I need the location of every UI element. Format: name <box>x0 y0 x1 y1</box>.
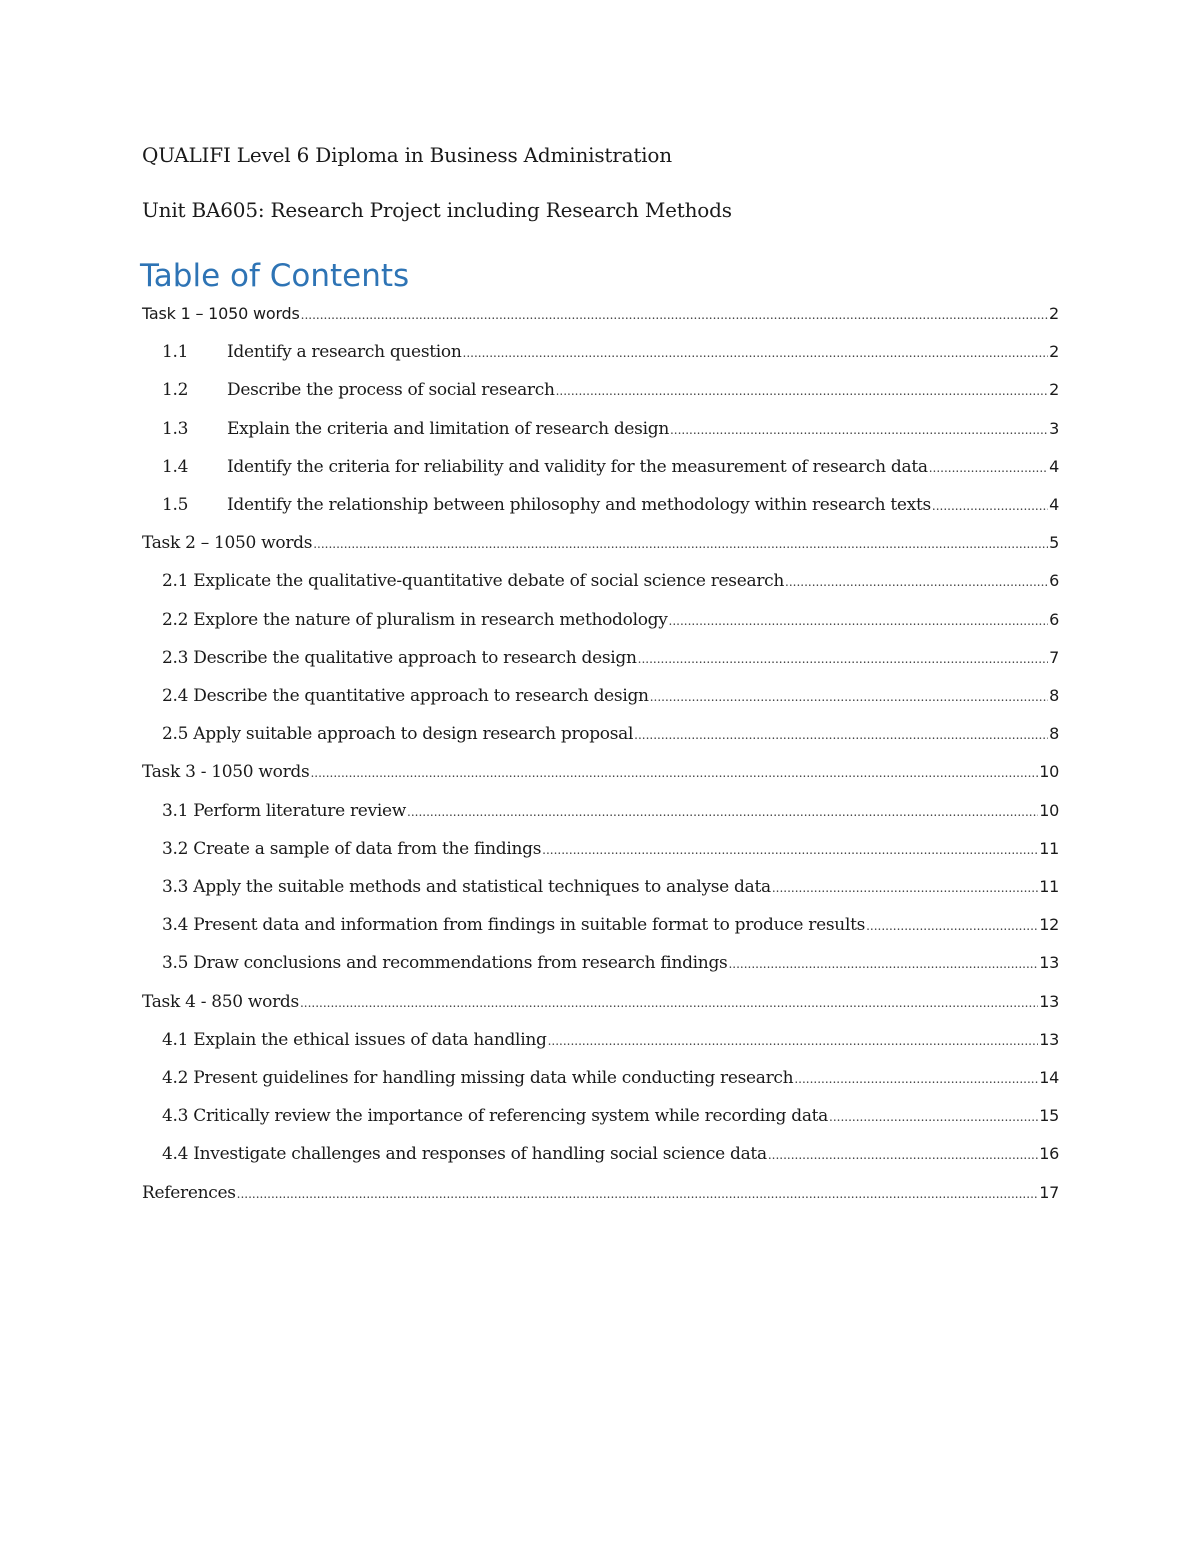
toc-page-number: 10 <box>1039 762 1059 781</box>
toc-page-number: 17 <box>1039 1183 1059 1202</box>
toc-page-number: 10 <box>1039 801 1059 820</box>
toc-dot-leader <box>556 380 1049 400</box>
toc-dot-leader <box>785 571 1048 591</box>
toc-entry[interactable] <box>162 342 1059 366</box>
toc-page-number: 14 <box>1039 1068 1059 1087</box>
toc-entry[interactable] <box>162 610 1059 634</box>
unit-title: Unit BA605: Research Project including Research Methods <box>142 198 732 222</box>
toc-page-number: 11 <box>1039 839 1059 858</box>
toc-dot-leader <box>310 762 1038 782</box>
toc-page-number: 4 <box>1049 495 1059 514</box>
toc-page-number: 13 <box>1039 953 1059 972</box>
toc-dot-leader <box>772 877 1038 897</box>
toc-entry-title: Task 1 – 1050 words <box>142 304 300 323</box>
toc-entry[interactable] <box>162 915 1059 939</box>
toc-entry-title: 2.1 Explicate the qualitative-quantitative debate of social science research <box>162 571 785 591</box>
toc-dot-leader <box>407 801 1038 821</box>
toc-entry-title: 2.4 Describe the quantitative approach to research design <box>162 686 649 706</box>
toc-entry[interactable] <box>162 801 1059 825</box>
toc-page-number: 6 <box>1049 610 1059 629</box>
toc-entry-title: Explain the criteria and limitation of research design <box>227 419 669 439</box>
toc-entry[interactable] <box>162 648 1059 672</box>
toc-dot-leader <box>829 1106 1038 1126</box>
toc-dot-leader <box>929 457 1048 477</box>
toc-dot-leader <box>670 419 1048 439</box>
toc-entry-title: 3.1 Perform literature review <box>162 801 407 821</box>
toc-page-number: 2 <box>1049 380 1059 399</box>
toc-dot-leader <box>634 724 1048 744</box>
toc-entry-title: 3.4 Present data and information from findings in suitable format to produce results <box>162 915 866 935</box>
toc-dot-leader <box>794 1068 1038 1088</box>
toc-page-number: 2 <box>1049 342 1059 361</box>
toc-entry-title: 4.3 Critically review the importance of referencing system while recording data <box>162 1106 829 1126</box>
toc-entry-title: 2.2 Explore the nature of pluralism in research methodology <box>162 610 668 630</box>
toc-entry[interactable] <box>162 877 1059 901</box>
toc-entry-number: 1.3 <box>162 419 189 439</box>
toc-heading: Table of Contents <box>140 258 410 294</box>
toc-entry[interactable] <box>162 457 1059 481</box>
toc-entry[interactable] <box>162 1068 1059 1092</box>
toc-entry[interactable] <box>142 304 1059 328</box>
toc-entry-title: Task 3 - 1050 words <box>142 762 310 782</box>
toc-entry[interactable] <box>162 380 1059 404</box>
toc-page-number: 2 <box>1049 304 1059 323</box>
toc-entry-title: 4.4 Investigate challenges and responses of handling social science data <box>162 1144 767 1164</box>
toc-page-number: 13 <box>1039 992 1059 1011</box>
toc-entry-title: 4.2 Present guidelines for handling missing data while conducting research <box>162 1068 794 1088</box>
toc-dot-leader <box>313 533 1048 553</box>
toc-entry-title: Identify the relationship between philosophy and methodology within research texts <box>227 495 931 515</box>
toc-dot-leader <box>300 992 1038 1012</box>
toc-entry-title: Task 2 – 1050 words <box>142 533 313 553</box>
toc-entry-title: 3.2 Create a sample of data from the findings <box>162 839 542 859</box>
toc-entry-number: 1.5 <box>162 495 189 515</box>
toc-entry[interactable] <box>142 1183 1059 1207</box>
toc-dot-leader <box>463 342 1049 362</box>
toc-page-number: 16 <box>1039 1144 1059 1163</box>
toc-dot-leader <box>768 1144 1038 1164</box>
toc-entry[interactable] <box>162 724 1059 748</box>
toc-dot-leader <box>728 953 1038 973</box>
toc-page-number: 5 <box>1049 533 1059 552</box>
toc-entry-title: Identify the criteria for reliability and validity for the measurement of research data <box>227 457 928 477</box>
toc-entry-title: 3.5 Draw conclusions and recommendations from research findings <box>162 953 728 973</box>
toc-page-number: 6 <box>1049 571 1059 590</box>
toc-entry-title: Identify a research question <box>227 342 462 362</box>
toc-entry-number: 1.2 <box>162 380 189 400</box>
toc-dot-leader <box>638 648 1048 668</box>
toc-page-number: 15 <box>1039 1106 1059 1125</box>
toc-entry[interactable] <box>142 533 1059 557</box>
toc-entry-title: 2.5 Apply suitable approach to design research proposal <box>162 724 634 744</box>
toc-page-number: 3 <box>1049 419 1059 438</box>
toc-entry[interactable] <box>142 992 1059 1016</box>
toc-entry-title: 4.1 Explain the ethical issues of data handling <box>162 1030 547 1050</box>
toc-entry[interactable] <box>162 571 1059 595</box>
toc-dot-leader <box>237 1183 1039 1203</box>
toc-page-number: 4 <box>1049 457 1059 476</box>
toc-entry[interactable] <box>162 495 1059 519</box>
toc-entry[interactable] <box>162 419 1059 443</box>
toc-entry-number: 1.1 <box>162 342 189 362</box>
toc-entry-title: Task 4 - 850 words <box>142 992 299 1012</box>
toc-dot-leader <box>542 839 1038 859</box>
toc-dot-leader <box>669 610 1049 630</box>
qualification-title: QUALIFI Level 6 Diploma in Business Administration <box>142 143 672 167</box>
toc-dot-leader <box>548 1030 1039 1050</box>
toc-entry-number: 1.4 <box>162 457 189 477</box>
toc-dot-leader <box>650 686 1048 706</box>
toc-entry[interactable] <box>142 762 1059 786</box>
toc-entry-title: 3.3 Apply the suitable methods and statistical techniques to analyse data <box>162 877 771 897</box>
toc-entry[interactable] <box>162 1106 1059 1130</box>
toc-dot-leader <box>301 304 1048 323</box>
toc-entry[interactable] <box>162 1030 1059 1054</box>
toc-entry-title: References <box>142 1183 236 1203</box>
toc-dot-leader <box>932 495 1048 515</box>
toc-entry[interactable] <box>162 953 1059 977</box>
toc-page-number: 8 <box>1049 724 1059 743</box>
toc-page-number: 7 <box>1049 648 1059 667</box>
toc-dot-leader <box>866 915 1038 935</box>
toc-page-number: 13 <box>1039 1030 1059 1049</box>
toc-page-number: 12 <box>1039 915 1059 934</box>
toc-entry[interactable] <box>162 839 1059 863</box>
toc-entry[interactable] <box>162 686 1059 710</box>
toc-entry[interactable] <box>162 1144 1059 1168</box>
toc-entry-title: 2.3 Describe the qualitative approach to research design <box>162 648 637 668</box>
toc-entry-title: Describe the process of social research <box>227 380 555 400</box>
toc-page-number: 11 <box>1039 877 1059 896</box>
toc-page-number: 8 <box>1049 686 1059 705</box>
